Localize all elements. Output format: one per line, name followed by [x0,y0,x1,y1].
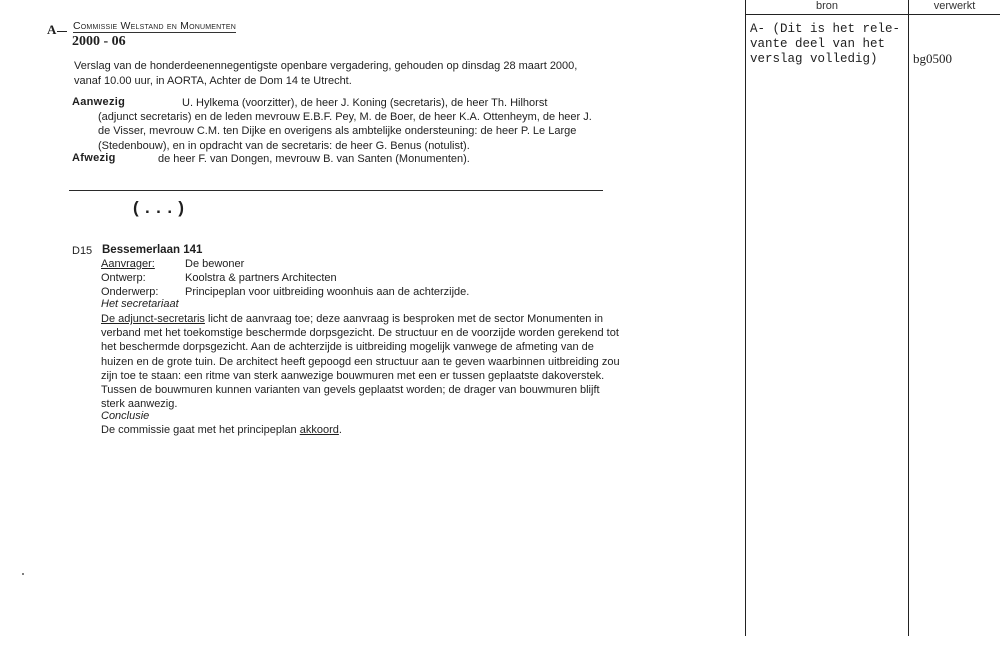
table-border-left [745,0,746,636]
aanwezig-label: Aanwezig [72,96,126,108]
ontwerp-label: Ontwerp: [101,272,146,284]
verwerkt-header: verwerkt [933,0,976,12]
section-divider [69,190,603,191]
afwezig-label: Afwezig [72,152,116,164]
intro-paragraph: Verslag van de honderdeenennegentigste openbare vergadering, gehouden op dinsdag 28 maart 2000, vanaf 10.00 uur, in AORTA, Achter de Dom 14 te Utrecht. [74,60,578,87]
table-header-rule [745,14,1000,15]
aanvrager-value: De bewoner [185,258,245,270]
section-marker: A [47,22,67,38]
body-lead: De adjunct-secretaris [101,313,205,325]
body-rest: licht de aanvraag toe; deze aanvraag is besproken met de sector Monumenten in verband met het toekomstige beschermde dorpsgezicht. De structuur en de voorzijde worden gerekend tot het beschermde dorpsgezicht. Aan de achterzijde is uitbreiding mogelijk vanwege de afmeting van de huizen en de grote tuin. De architect heeft gepoogd een structuur aan te geven waarbinnen uitbreiding zou zijn toe te staan: een ritme van sterk aanwezige bouwmuren met een er tussen geplaatste dakoverstek. Tussen de bouwmuren kunnen varianten van gevels geplaatst worden; de drager van bouwmuren blijft sterk aanwezig. [101,313,620,411]
verwerkt-code: bg0500 [913,51,952,66]
conclusie-lead: De commissie gaat met het principeplan [101,424,300,436]
aanwezig-text [72,96,607,153]
conclusie-end: . [338,424,342,436]
conclusie-decision: akkoord [299,424,339,436]
bron-note: A- (Dit is het rele- vante deel van het verslag volledig) [750,22,901,66]
ontwerp-value: Koolstra & partners Architecten [185,272,337,284]
secretariaat-heading: Het secretariaat [101,298,179,310]
onderwerp-label: Onderwerp: [101,286,159,298]
aanvrager-label: Aanvrager: [101,258,155,270]
conclusie-text [101,424,342,436]
onderwerp-value: Principeplan voor uitbreiding woonhuis aan de achterzijde. [185,286,470,298]
item-body [101,312,621,411]
table-border-mid [908,0,909,636]
aanwezig-rest: (adjunct secretaris) en de leden mevrouw E.B.F. Pey, M. de Boer, de heer K.A. Ottenheym, de heer J. de Visser, mevrouw C.M. ten Dijke en overigens als ambtelijke ondersteuning: de heer P. Le Large (Stedenbouw), en in opdracht van de secretaris: de heer G. Benus (notulist). [98,111,592,152]
item-title: Bessemerlaan 141 [102,244,203,256]
item-code: D15 [72,245,93,257]
bron-header: bron [815,0,839,12]
aanwezig-first-line: U. Hylkema (voorzitter), de heer J. Koning (secretaris), de heer Th. Hilhorst [182,97,548,109]
document-number: 2000 - 06 [72,34,126,49]
commission-title: Commissie Welstand en Monumenten [73,20,236,32]
afwezig-text: de heer F. van Dongen, mevrouw B. van Santen (Monumenten). [158,153,470,165]
conclusie-heading: Conclusie [101,410,150,422]
omission-marker: (...) [131,200,188,219]
scan-speck [22,573,24,575]
